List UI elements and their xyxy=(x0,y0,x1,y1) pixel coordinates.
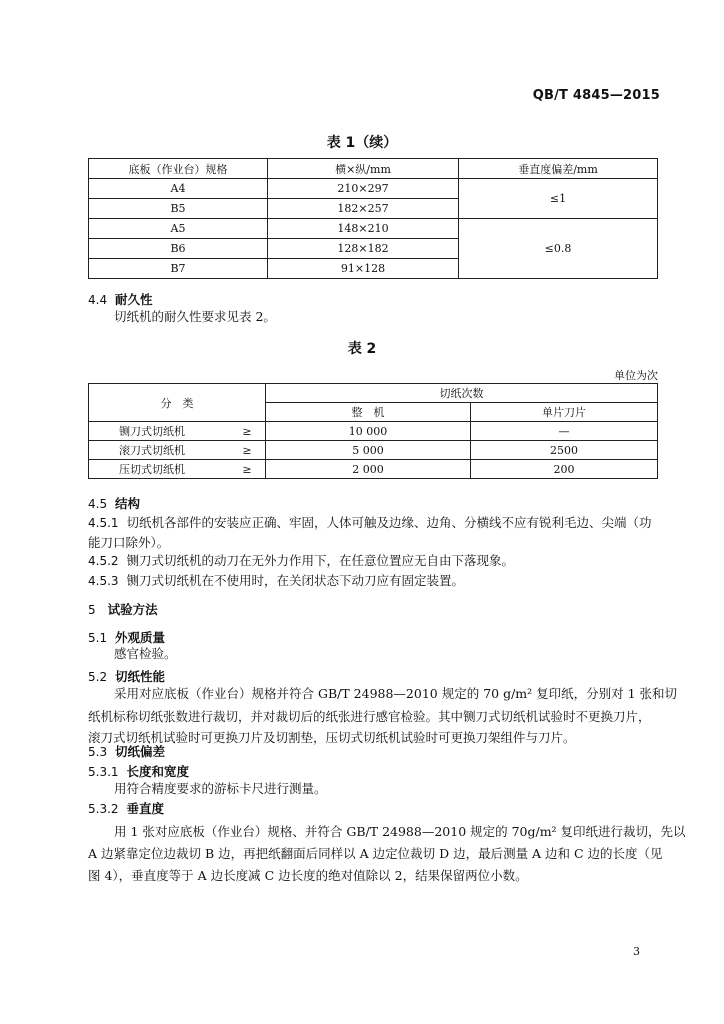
paragraph-text: 铡刀式切纸机在不使用时，在关闭状态下动刀应有固定装置。 xyxy=(126,573,465,588)
section-title: 结构 xyxy=(115,496,141,511)
table-cell: A4 xyxy=(89,179,268,199)
table2-caption: 表 2 xyxy=(347,341,377,357)
table-cell: ≥ xyxy=(229,460,266,479)
table-cell: B5 xyxy=(89,199,268,219)
section-4-5-heading xyxy=(88,494,140,512)
section-5-heading xyxy=(88,600,158,618)
table-cell: 铡刀式切纸机 xyxy=(89,422,230,441)
section-4-5-1-cont: 能刀口除外）。 xyxy=(88,535,170,550)
section-number: 5.2 xyxy=(88,670,108,684)
table2-unit: 单位为次 xyxy=(614,369,658,382)
section-title: 外观质量 xyxy=(115,630,166,645)
section-5-3-2-heading xyxy=(88,799,164,817)
paragraph-text: 切纸机各部件的安装应正确、牢固，人体可触及边缘、边角、分横线不应有锐利毛边、尖端（功 xyxy=(126,515,652,530)
table-cell: 10 000 xyxy=(266,422,471,441)
table1-header-cell: 横×纵/mm xyxy=(268,159,459,179)
section-5-3-1-text: 用符合精度要求的游标卡尺进行测量。 xyxy=(114,781,327,796)
table-cell: 148×210 xyxy=(268,219,459,239)
table-row xyxy=(89,441,658,460)
table-cell: — xyxy=(471,422,658,441)
table-cell: ≤1 xyxy=(459,179,658,219)
table2-header-blade: 单片刀片 xyxy=(471,403,658,422)
table-cell: A5 xyxy=(89,219,268,239)
section-4-5-1 xyxy=(88,511,668,535)
table-cell: 5 000 xyxy=(266,441,471,460)
table1-header-row xyxy=(89,159,658,179)
table2-header-group: 切纸次数 xyxy=(266,384,658,403)
section-title: 长度和宽度 xyxy=(126,764,190,779)
table-cell: 滚刀式切纸机 xyxy=(89,441,230,460)
section-title: 垂直度 xyxy=(126,801,165,816)
table-cell: 128×182 xyxy=(268,239,459,259)
table-row xyxy=(89,422,658,441)
table-row xyxy=(89,460,658,479)
table-cell: ≥ xyxy=(229,441,266,460)
table-cell: B6 xyxy=(89,239,268,259)
table-cell: 91×128 xyxy=(268,259,459,279)
section-number: 4.4 xyxy=(88,293,108,307)
table-cell: ≥ xyxy=(229,422,266,441)
section-number: 4.5 xyxy=(88,497,108,511)
section-number: 5.1 xyxy=(88,631,108,645)
section-5-2-line3: 滚刀式切纸机试验时可更换刀片及切割垫，压切式切纸机试验时可更换刀架组件与刀片。 xyxy=(88,730,576,745)
section-number: 5.3 xyxy=(88,745,108,759)
section-5-3-2-line1: 用 1 张对应底板（作业台）规格、并符合 GB/T 24988—2010 规定的 70g/m² 复印纸进行裁切，先以 xyxy=(114,824,686,839)
table2 xyxy=(88,383,658,479)
section-number: 4.5.2 xyxy=(88,554,119,568)
section-title: 试验方法 xyxy=(107,602,158,617)
page-number: 3 xyxy=(633,945,640,958)
standard-number: QB/T 4845—2015 xyxy=(532,88,660,103)
section-5-1-text: 感官检验。 xyxy=(114,646,177,661)
table-cell: 2 000 xyxy=(266,460,471,479)
table-cell: B7 xyxy=(89,259,268,279)
section-5-3-heading xyxy=(88,742,165,760)
table-row xyxy=(89,179,658,199)
table-cell: 2500 xyxy=(471,441,658,460)
section-number: 5.3.2 xyxy=(88,802,119,816)
table2-header-whole: 整 机 xyxy=(266,403,471,422)
table-row xyxy=(89,219,658,239)
section-number: 5.3.1 xyxy=(88,765,119,779)
section-5-3-2-line3: 图 4），垂直度等于 A 边长度减 C 边长度的绝对值除以 2，结果保留两位小数。 xyxy=(88,868,528,883)
table1 xyxy=(88,158,658,279)
paragraph-text: 铡刀式切纸机的动刀在无外力作用下，在任意位置应无自由下落现象。 xyxy=(126,553,515,568)
section-number: 5 xyxy=(88,603,96,617)
section-number: 4.5.1 xyxy=(88,516,119,530)
section-title: 耐久性 xyxy=(115,292,153,307)
section-5-3-2-line2: A 边紧靠定位边裁切 B 边，再把纸翻面后同样以 A 边定位裁切 D 边，最后测量 A 边和 C 边的长度（见 xyxy=(88,846,663,861)
section-5-2-line1: 采用对应底板（作业台）规格并符合 GB/T 24988—2010 规定的 70 g/m² 复印纸，分别对 1 张和切 xyxy=(114,686,678,701)
section-number: 4.5.3 xyxy=(88,574,119,588)
table2-header-category: 分 类 xyxy=(89,384,266,422)
section-5-2-line2: 纸机标称切纸张数进行裁切，并对裁切后的纸张进行感官检验。其中铡刀式切纸机试验时不更换刀片， xyxy=(88,709,651,724)
table1-header-cell: 垂直度偏差/mm xyxy=(459,159,658,179)
table-cell: 200 xyxy=(471,460,658,479)
table-cell: 压切式切纸机 xyxy=(89,460,230,479)
table-cell: ≤0.8 xyxy=(459,219,658,279)
table-cell: 210×297 xyxy=(268,179,459,199)
section-title: 切纸性能 xyxy=(115,669,166,684)
table-cell: 182×257 xyxy=(268,199,459,219)
table1-caption: 表 1（续） xyxy=(326,135,398,151)
section-4-4-text: 切纸机的耐久性要求见表 2。 xyxy=(114,309,276,324)
section-title: 切纸偏差 xyxy=(115,744,166,759)
table1-header-cell: 底板（作业台）规格 xyxy=(89,159,268,179)
table2-header-row xyxy=(89,384,658,403)
section-4-5-3 xyxy=(88,569,464,593)
